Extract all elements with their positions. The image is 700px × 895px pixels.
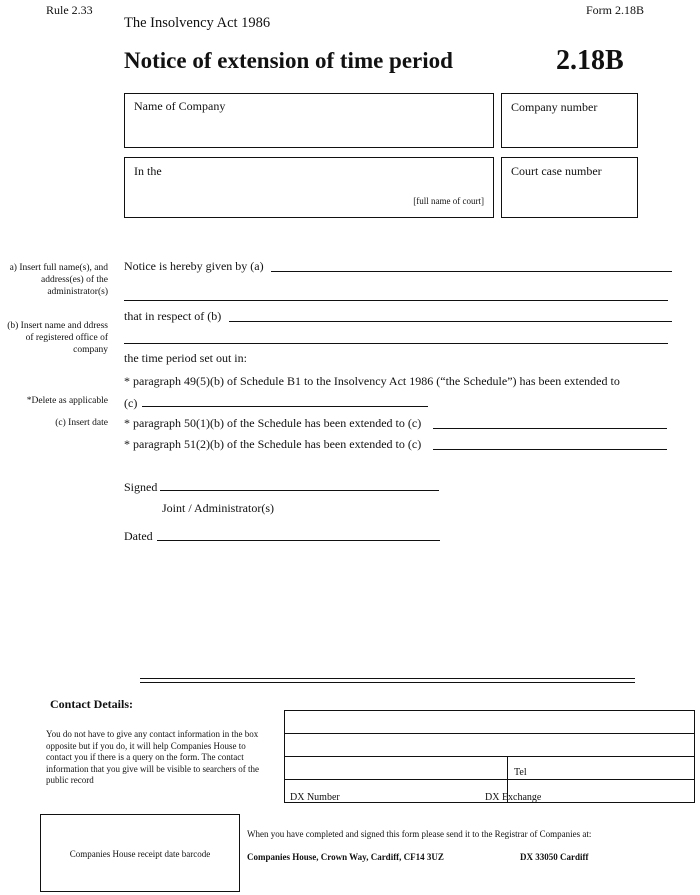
company-address-line[interactable] (124, 343, 668, 344)
margin-note-delete: *Delete as applicable (26, 396, 108, 406)
contact-line-3[interactable] (285, 779, 694, 780)
contact-line-1[interactable] (285, 733, 694, 734)
company-number-label: Company number (511, 100, 598, 114)
period-label: the time period set out in: (124, 351, 247, 365)
administrator-name-line[interactable] (271, 271, 672, 272)
rule-reference: Rule 2.33 (46, 3, 93, 17)
date-line[interactable] (157, 540, 440, 541)
form-reference: Form 2.18B (586, 3, 645, 17)
contact-heading: Contact Details: (50, 697, 133, 711)
company-name-field[interactable] (124, 93, 494, 148)
contact-box (284, 710, 695, 803)
margin-note-b: (b) Insert name and ddress of registered office of company (7, 321, 108, 355)
notice-label: Notice is hereby given by (a) (124, 259, 264, 273)
dated-label: Dated (124, 529, 153, 543)
send-instructions: When you have completed and signed this form please send it to the Registrar of Companies at: (247, 829, 592, 839)
paragraph-50-date-line[interactable] (433, 428, 667, 429)
company-number-field[interactable] (501, 93, 638, 148)
paragraph-51-date-line[interactable] (433, 449, 667, 450)
court-case-number-field[interactable] (501, 157, 638, 218)
paragraph-51-label: * paragraph 51(2)(b) of the Schedule has been extended to (c) (124, 437, 422, 451)
page-title: Notice of extension of time period (124, 48, 453, 73)
respect-label: that in respect of (b) (124, 309, 222, 323)
barcode-box (40, 814, 240, 892)
paragraph-49-label: * paragraph 49(5)(b) of Schedule B1 to the Insolvency Act 1986 (“the Schedule”) has been extended to (124, 374, 620, 388)
margin-note-a: a) Insert full name(s), and address(es) of the administrator(s) (9, 263, 108, 297)
administrator-address-line[interactable] (124, 300, 668, 301)
margin-note-c: (c) Insert date (55, 418, 108, 428)
company-details-line[interactable] (229, 321, 672, 322)
company-name-label: Name of Company (134, 99, 226, 113)
form-number: 2.18B (556, 45, 624, 76)
paragraph-49-date-line[interactable] (142, 406, 428, 407)
court-hint: [full name of court] (413, 196, 484, 206)
barcode-label: Companies House receipt date barcode (69, 849, 211, 859)
signature-line[interactable] (160, 490, 439, 491)
signatory-role: Joint / Administrator(s) (162, 501, 274, 515)
section-divider (140, 678, 635, 683)
contact-explanation: You do not have to give any contact information in the box opposite but if you do, it will help Companies House to contact you if there is a query on the form. The contact information that you give will be visible to searchers of the public record (46, 729, 259, 785)
signed-label: Signed (124, 480, 158, 494)
registrar-address: Companies House, Crown Way, Cardiff, CF14 3UZ (247, 852, 444, 862)
paragraph-49-date-label: (c) (124, 396, 138, 410)
act-name: The Insolvency Act 1986 (124, 15, 271, 31)
dx-number-label: DX Number (290, 792, 340, 803)
dx-exchange-label: DX Exchange (485, 792, 542, 803)
court-label: In the (134, 164, 162, 178)
tel-label: Tel (514, 767, 527, 778)
paragraph-50-label: * paragraph 50(1)(b) of the Schedule has been extended to (c) (124, 416, 422, 430)
court-case-number-label: Court case number (511, 164, 602, 178)
contact-line-2[interactable] (285, 756, 694, 757)
registrar-dx: DX 33050 Cardiff (520, 852, 589, 862)
court-field[interactable] (124, 157, 494, 218)
